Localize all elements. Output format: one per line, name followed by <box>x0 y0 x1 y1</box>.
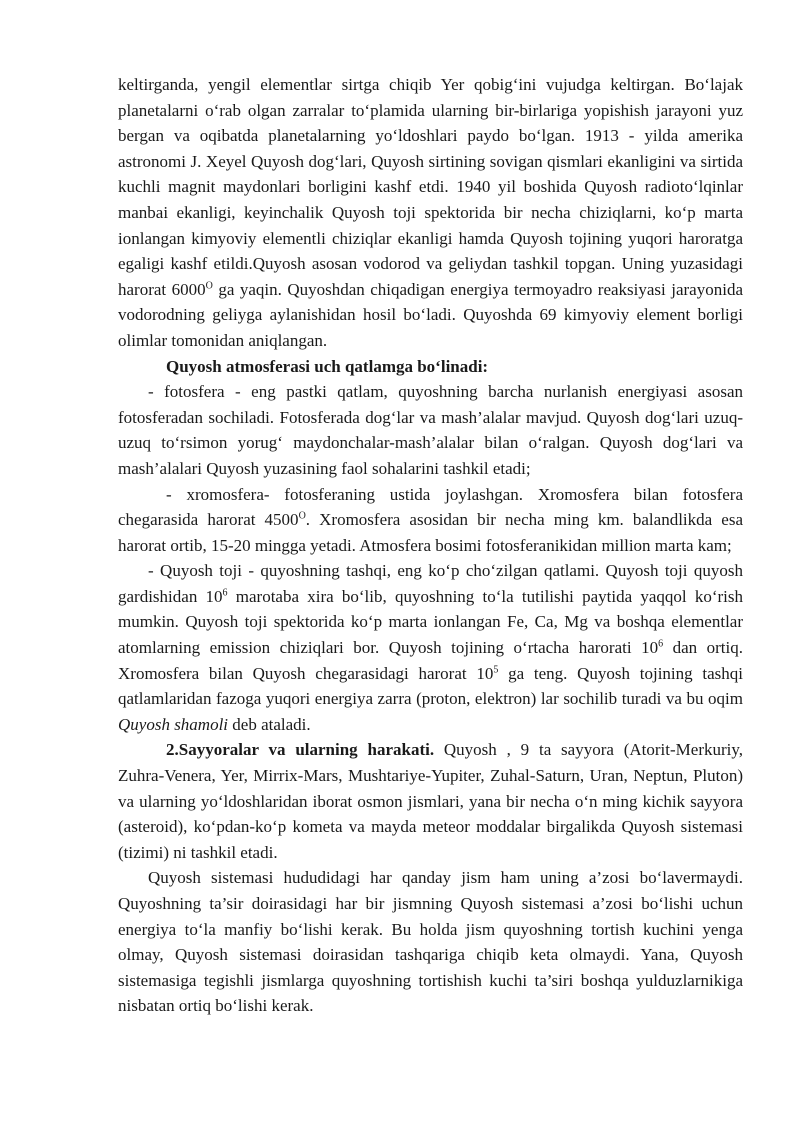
document-page <box>118 72 743 1019</box>
paragraph-intro <box>118 72 743 354</box>
section-heading-planets: 2.Sayyoralar va ularning harakati. <box>166 740 435 760</box>
emphasis-term: Quyosh shamoli <box>118 714 229 734</box>
paragraph-text: ga yaqin. Quyoshdan chiqadigan energiya termoyadro reaksiyasi jarayonida vodorodning geliyga aylanishidan hosil bo‘ladi. Quyoshda 69 kimyoviy element borligi olimlar tomonidan aniqlangan. <box>118 279 743 350</box>
paragraph-text: ga teng. Quyosh tojining tashqi qatlamlaridan fazoga yuqori energiya zarra (proton, elektron) lar sochilib turadi va bu oqim <box>118 663 743 709</box>
paragraph-text: - xromosfera- fotosferaning ustida joylashgan. Xromosfera bilan fotosfera chegarasida harorat 4500 <box>118 484 743 530</box>
paragraph-corona <box>118 558 743 737</box>
paragraph-text: deb ataladi. <box>228 714 311 734</box>
paragraph-text: keltirganda, yengil elementlar sirtga chiqib Yer qobig‘ini vujudga keltirgan. Bo‘lajak planetalarni o‘rab olgan zarralar to‘plamida ularning bir-birlariga yopishish jarayoni yuz bergan va oqibatda planetalarning yo‘ldoshlari paydo bo‘lgan. 1913 - yilda amerika astronomi J. Xeyel Quyosh dog‘lari, Quyosh sirtining sovigan qismlari ekanligini va sirtida kuchli magnit maydonlari borligini kashf etdi. 1940 yil boshida Quyosh radioto‘lqinlar manbai ekanligi, keyinchalik Quyosh toji spektorida bir necha chiziqlarni, ko‘p marta ionlangan kimyoviy elementli chiziqlar ekanligi hamda Quyosh tojining yuqori haroratga egaligi kashf etildi.Quyosh asosan vodorod va geliydan tashkil topgan. Uning yuzasidagi harorat 6000 <box>118 75 743 299</box>
paragraph-text: - Quyosh toji - quyoshning tashqi, eng ko‘p cho‘zilgan qatlami. Quyosh toji quyosh gardishidan 10 <box>118 561 743 606</box>
paragraph-text: marotaba xira bo‘lib, quyoshning to‘la tutilishi paytida yaqqol ko‘rish mumkin. Quyosh toji spektorida ko‘p marta ionlangan Fe, Ca, Mg va boshqa elementlar atomlarning emission chiziqlari bor. Quyosh tojining o‘rtacha harorati 10 <box>118 586 743 658</box>
superscript: O <box>298 510 306 522</box>
superscript: 6 <box>658 638 664 650</box>
section-heading-atmosphere: Quyosh atmosferasi uch qatlamga bo‘linadi: <box>166 356 489 376</box>
paragraph-solar-system: Quyosh sistemasi hududidagi har qanday jism ham uning a’zosi bo‘lavermaydi. Quyoshning ta’sir doirasidagi har bir jismning Quyosh sistemasi a’zosi bo‘lishi uchun energiya to‘la manfiy bo‘lishi kerak. Bu holda jism quyoshning tortish kuchini yenga olmay, Quyosh sistemasi doirasidan tashqariga chiqib keta olmaydi. Yana, Quyosh sistemasiga tegishli jismlarga quyoshning tortishish kuchi ta’siri boshqa yulduzlarnikiga nisbatan ortiq bo‘lishi kerak. <box>118 868 743 1016</box>
paragraph-photosphere: - fotosfera - eng pastki qatlam, quyoshning barcha nurlanish energiyasi asosan fotosferadan sochiladi. Fotosferada dog‘lar va mash’alalar mavjud. Quyosh dog‘lari uzuq-uzuq to‘rsimon yorug‘ maydonchalar-mash’alalar bilan o‘ralgan. Quyosh dog‘lari va mash’alalari Quyosh yuzasining faol sohalarini tashkil etadi; <box>118 382 743 478</box>
paragraph-chromosphere <box>118 482 743 559</box>
superscript: O <box>205 280 213 292</box>
paragraph-text: Quyosh , 9 ta sayyora (Atorit-Merkuriy, Zuhra-Venera, Yer, Mirrix-Mars, Mushtariye-Yupiter, Zuhal-Saturn, Uran, Neptun, Pluton) va ularning yo‘ldoshlaridan iborat osmon jismlari, yana bir necha o‘n ming kichik sayyora (asteroid), ko‘pdan-ko‘p kometa va mayda meteor moddalar birgalikda Quyosh sistemasi (tizimi) ni tashkil etadi. <box>118 740 744 862</box>
superscript: 6 <box>222 587 228 599</box>
paragraph-text: . Xromosfera asosidan bir necha ming km. balandlikda esa harorat ortib, 15-20 mingga yetadi. Atmosfera bosimi fotosferanikidan million marta kam; <box>118 510 743 555</box>
paragraph-planets <box>118 737 743 865</box>
superscript: 5 <box>493 664 499 675</box>
paragraph-text: dan ortiq. Xromosfera bilan Quyosh chegarasidagi harorat 10 <box>118 638 743 683</box>
